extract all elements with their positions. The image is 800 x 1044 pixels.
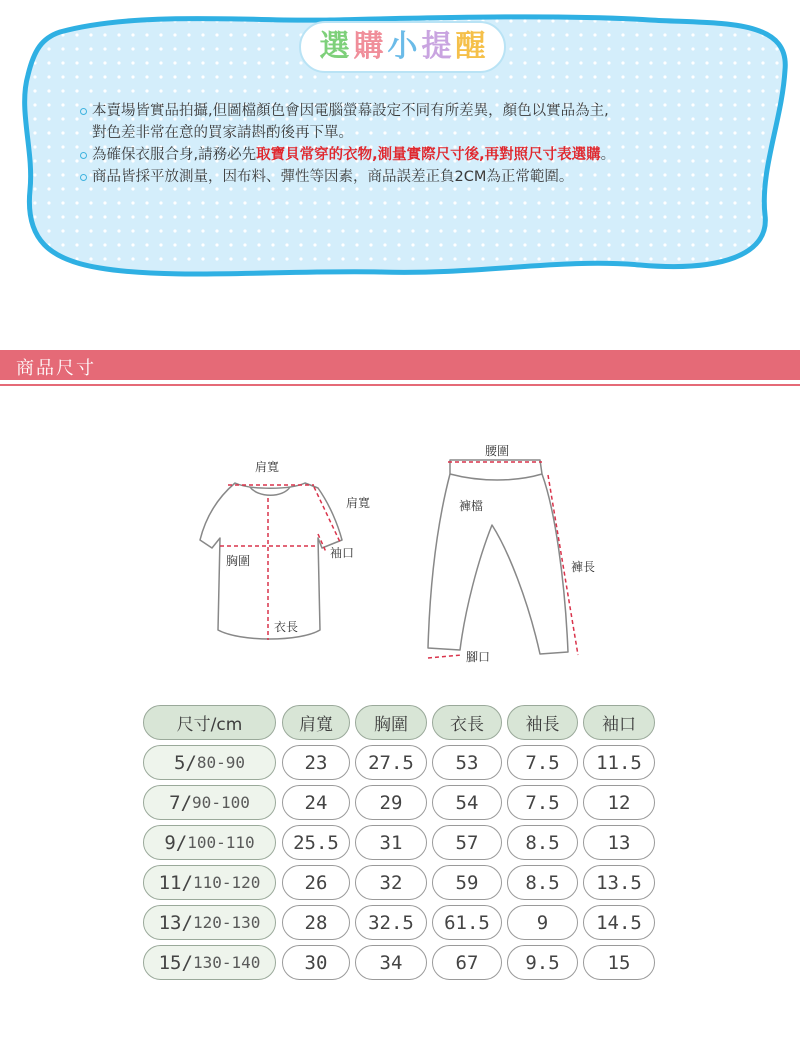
note-line <box>80 122 760 144</box>
size-cell <box>143 945 276 980</box>
size-label: 15/ <box>158 951 193 974</box>
table-row <box>143 825 655 865</box>
sleeve-length-cell: 8.5 <box>507 865 578 900</box>
sleeve-length-cell: 8.5 <box>507 825 578 860</box>
cuff-cell: 15 <box>583 945 655 980</box>
bullet-icon <box>80 152 87 159</box>
label-shoulder-width: 肩寬 <box>255 460 280 474</box>
section-title: 商品尺寸 <box>16 358 96 379</box>
title-char: 提 <box>421 29 452 64</box>
size-label: 9/ <box>164 831 188 854</box>
length-cell: 61.5 <box>432 905 502 940</box>
height-range: 120-130 <box>192 913 261 932</box>
header-length: 衣長 <box>432 705 502 740</box>
label-pants-length: 褲長 <box>571 560 596 574</box>
cuff-cell: 13.5 <box>583 865 655 900</box>
size-label: 7/ <box>169 791 193 814</box>
header-shoulder: 肩寬 <box>282 705 350 740</box>
length-cell: 59 <box>432 865 502 900</box>
height-range: 100-110 <box>187 833 255 852</box>
label-leg-opening: 腳口 <box>466 650 491 664</box>
shoulder-cell: 23 <box>282 745 350 780</box>
note-line <box>80 100 760 122</box>
note-highlight: 取寶貝常穿的衣物,測量實際尺寸後,再對照尺寸表選購 <box>256 147 601 163</box>
reminder-banner <box>0 0 800 300</box>
shoulder-cell: 25.5 <box>282 825 350 860</box>
sleeve-length-cell: 9 <box>507 905 578 940</box>
bullet-icon <box>80 108 87 115</box>
height-range: 130-140 <box>192 953 261 972</box>
size-cell <box>143 745 276 780</box>
note-text: 本賣場皆實品拍攝,但圖檔顏色會因電腦螢幕設定不同有所差異，顏色以實品為主, <box>92 103 609 119</box>
shoulder-cell: 26 <box>282 865 350 900</box>
size-label: 5/ <box>173 751 197 774</box>
length-cell: 57 <box>432 825 502 860</box>
table-row <box>143 745 655 785</box>
length-cell: 54 <box>432 785 502 820</box>
bullet-icon <box>80 174 87 181</box>
size-table <box>143 705 655 985</box>
label-waist: 腰圍 <box>485 444 510 458</box>
chest-cell: 31 <box>355 825 427 860</box>
label-shoulder-width-side: 肩寬 <box>346 496 371 510</box>
garment-illustration <box>0 430 800 680</box>
chest-cell: 29 <box>355 785 427 820</box>
cuff-cell: 13 <box>583 825 655 860</box>
chest-cell: 32 <box>355 865 427 900</box>
table-header-row <box>143 705 655 745</box>
size-label: 11/ <box>158 871 193 894</box>
table-row <box>143 905 655 945</box>
length-cell: 53 <box>432 745 502 780</box>
header-chest: 胸圍 <box>355 705 427 740</box>
cuff-cell: 11.5 <box>583 745 655 780</box>
note-text: 商品皆採平放測量，因布料、彈性等因素，商品誤差正負2CM為正常範圍。 <box>92 169 574 185</box>
height-range: 90-100 <box>192 793 250 812</box>
note-text: 對色差非常在意的買家請斟酌後再下單。 <box>92 125 353 141</box>
cuff-cell: 12 <box>583 785 655 820</box>
length-cell: 67 <box>432 945 502 980</box>
title-char: 購 <box>353 29 384 64</box>
height-range: 110-120 <box>192 873 261 892</box>
label-cuff: 袖口 <box>330 546 355 560</box>
sleeve-length-cell: 7.5 <box>507 745 578 780</box>
note-text: 為確保衣服合身,請務必先 <box>92 147 257 163</box>
size-cell <box>143 905 276 940</box>
title-char: 小 <box>387 29 418 64</box>
note-line <box>80 144 760 166</box>
note-text: 。 <box>600 147 616 163</box>
section-divider <box>0 384 800 386</box>
header-sleeve-length: 袖長 <box>507 705 578 740</box>
title-char: 醒 <box>455 29 486 64</box>
chest-cell: 32.5 <box>355 905 427 940</box>
size-cell <box>143 785 276 820</box>
measurement-diagram <box>0 430 800 680</box>
reminder-notes <box>80 100 760 188</box>
shoulder-cell: 30 <box>282 945 350 980</box>
size-cell <box>143 865 276 900</box>
pants-icon <box>428 460 568 654</box>
table-row <box>143 785 655 825</box>
shoulder-cell: 28 <box>282 905 350 940</box>
size-label: 13/ <box>158 911 193 934</box>
label-crotch: 褲檔 <box>459 499 484 513</box>
label-chest: 胸圍 <box>226 554 251 568</box>
tshirt-icon <box>200 483 342 639</box>
chest-cell: 27.5 <box>355 745 427 780</box>
section-header <box>0 350 800 380</box>
sleeve-length-cell: 9.5 <box>507 945 578 980</box>
table-row <box>143 865 655 905</box>
label-body-length: 衣長 <box>274 620 299 634</box>
title-char: 選 <box>319 29 350 64</box>
shoulder-cell: 24 <box>282 785 350 820</box>
size-cell <box>143 825 276 860</box>
sleeve-length-cell: 7.5 <box>507 785 578 820</box>
table-row <box>143 945 655 985</box>
height-range: 80-90 <box>196 753 246 772</box>
header-cuff: 袖口 <box>583 705 655 740</box>
reminder-title <box>300 22 505 72</box>
header-size: 尺寸/cm <box>143 705 276 740</box>
chest-cell: 34 <box>355 945 427 980</box>
cuff-cell: 14.5 <box>583 905 655 940</box>
note-line <box>80 166 760 188</box>
